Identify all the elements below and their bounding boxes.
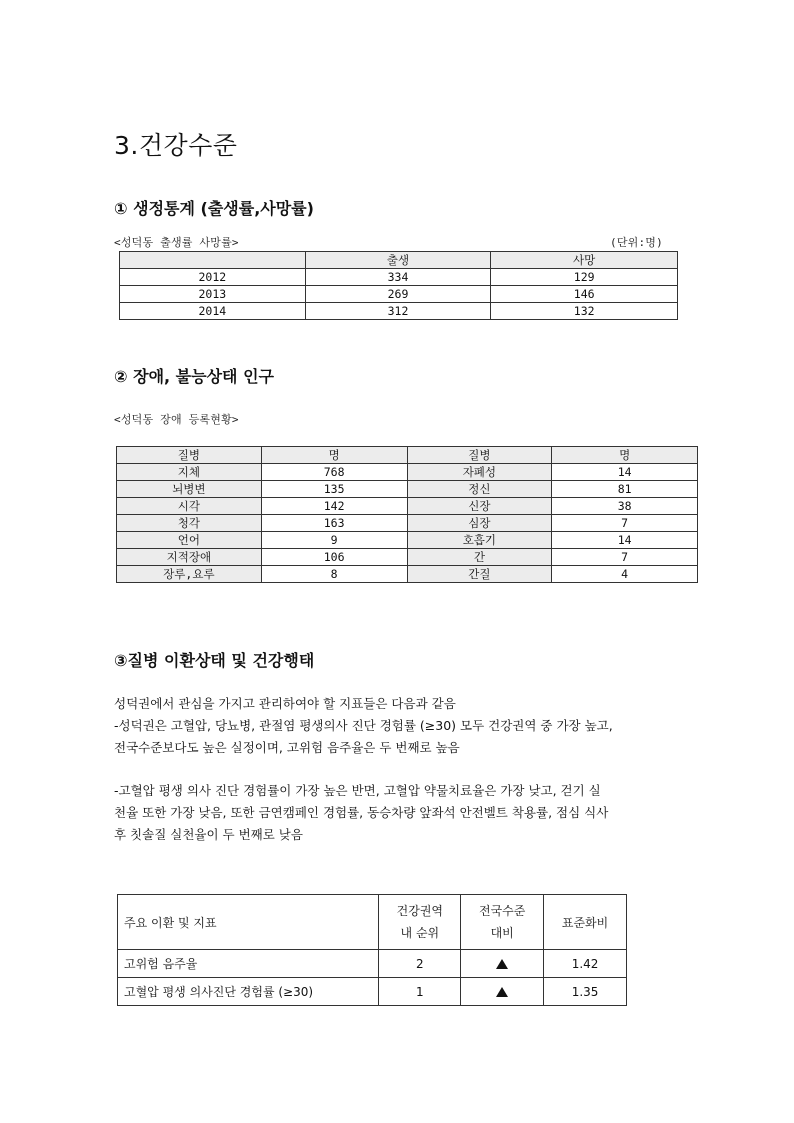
count-cell: 9	[261, 532, 407, 549]
section-heading-disability: ② 장애, 불능상태 인구	[114, 367, 274, 386]
disease-cell: 지적장애	[117, 549, 262, 566]
section-heading-vital-stats: ① 생정통계 (출생률,사망률)	[114, 199, 314, 218]
paragraph-line: 천율 또한 가장 낮음, 또한 금연캠페인 경험률, 동승차량 앞좌석 안전벨트 착용률, 점심 식사	[114, 805, 609, 820]
table-row	[117, 566, 698, 583]
caption-birth-death: <성덕동 출생률 사망률>	[114, 236, 239, 249]
paragraph-line: -고혈압 평생 의사 진단 경험률이 가장 높은 반면, 고혈압 약물치료율은 가장 낮고, 걷기 실	[114, 783, 601, 798]
table-header-row	[117, 447, 698, 464]
paragraph-line: -성덕권은 고혈압, 당뇨병, 관절염 평생의사 진단 경험률 (≥30) 모두 건강권역 중 가장 높고,	[114, 718, 613, 733]
count-cell: 81	[552, 481, 698, 498]
death-cell: 146	[491, 286, 678, 303]
table-header-cell: 명	[552, 447, 698, 464]
table-row	[117, 532, 698, 549]
count-cell: 135	[261, 481, 407, 498]
table-row	[118, 978, 627, 1006]
table-header-cell: 질병	[407, 447, 552, 464]
header-national	[461, 895, 544, 950]
table-header-row	[120, 252, 678, 269]
count-cell: 4	[552, 566, 698, 583]
ratio-cell: 1.35	[544, 978, 627, 1006]
disease-cell: 심장	[407, 515, 552, 532]
table-row	[117, 498, 698, 515]
count-cell: 14	[552, 464, 698, 481]
disease-cell: 정신	[407, 481, 552, 498]
paragraph-hypertension	[114, 780, 694, 846]
count-cell: 7	[552, 549, 698, 566]
caption-unit: (단위:명)	[610, 236, 663, 249]
table-row	[117, 549, 698, 566]
disability-table	[116, 446, 698, 583]
birth-cell: 334	[305, 269, 491, 286]
disease-cell: 청각	[117, 515, 262, 532]
year-cell: 2014	[120, 303, 306, 320]
header-indicator: 주요 이환 및 지표	[118, 895, 379, 950]
rank-cell: 1	[379, 978, 461, 1006]
birth-cell: 312	[305, 303, 491, 320]
table-header-cell: 명	[261, 447, 407, 464]
section-heading-morbidity: ③질병 이환상태 및 건강행태	[114, 651, 315, 670]
disease-cell: 간질	[407, 566, 552, 583]
table-header-cell	[120, 252, 306, 269]
national-cell	[461, 978, 544, 1006]
header-rank-line: 내 순위	[400, 926, 440, 940]
national-cell	[461, 950, 544, 978]
indicator-table	[117, 894, 627, 1006]
count-cell: 163	[261, 515, 407, 532]
paragraph-line: 후 칫솔질 실천율이 두 번째로 낮음	[114, 827, 303, 842]
year-cell: 2012	[120, 269, 306, 286]
header-national-line: 대비	[490, 926, 514, 940]
header-national-line: 전국수준	[479, 904, 526, 918]
table-row	[118, 950, 627, 978]
table-row	[117, 515, 698, 532]
caption-disability: <성덕동 장애 등록현황>	[114, 413, 239, 426]
count-cell: 7	[552, 515, 698, 532]
page-title: 3.건강수준	[114, 131, 238, 160]
table-header-cell: 출생	[305, 252, 491, 269]
death-cell: 129	[491, 269, 678, 286]
birth-cell: 269	[305, 286, 491, 303]
disease-cell: 장루,요루	[117, 566, 262, 583]
disease-cell: 언어	[117, 532, 262, 549]
header-ratio: 표준화비	[544, 895, 627, 950]
indicator-cell: 고혈압 평생 의사진단 경험률 (≥30)	[118, 978, 379, 1006]
table-header-cell: 질병	[117, 447, 262, 464]
disease-cell: 지체	[117, 464, 262, 481]
header-rank	[379, 895, 461, 950]
paragraph-line: 성덕권에서 관심을 가지고 관리하여야 할 지표들은 다음과 같음	[114, 696, 456, 711]
up-triangle-icon	[496, 959, 508, 969]
table-header-cell: 사망	[491, 252, 678, 269]
year-cell: 2013	[120, 286, 306, 303]
rank-cell: 2	[379, 950, 461, 978]
up-triangle-icon	[496, 987, 508, 997]
table-row	[117, 481, 698, 498]
table-row	[117, 464, 698, 481]
count-cell: 142	[261, 498, 407, 515]
count-cell: 768	[261, 464, 407, 481]
table-row	[120, 303, 678, 320]
header-rank-line: 건강권역	[396, 904, 444, 918]
disease-cell: 간	[407, 549, 552, 566]
table-row	[120, 286, 678, 303]
birth-death-table	[119, 251, 678, 320]
count-cell: 106	[261, 549, 407, 566]
table-row	[120, 269, 678, 286]
count-cell: 8	[261, 566, 407, 583]
indicator-cell: 고위험 음주율	[118, 950, 379, 978]
paragraph-indicators	[114, 693, 694, 759]
disease-cell: 시각	[117, 498, 262, 515]
count-cell: 38	[552, 498, 698, 515]
disease-cell: 신장	[407, 498, 552, 515]
ratio-cell: 1.42	[544, 950, 627, 978]
table-header-row	[118, 895, 627, 950]
paragraph-line: 전국수준보다도 높은 실정이며, 고위험 음주율은 두 번째로 높음	[114, 740, 460, 755]
disease-cell: 호흡기	[407, 532, 552, 549]
disease-cell: 뇌병변	[117, 481, 262, 498]
disease-cell: 자폐성	[407, 464, 552, 481]
count-cell: 14	[552, 532, 698, 549]
death-cell: 132	[491, 303, 678, 320]
